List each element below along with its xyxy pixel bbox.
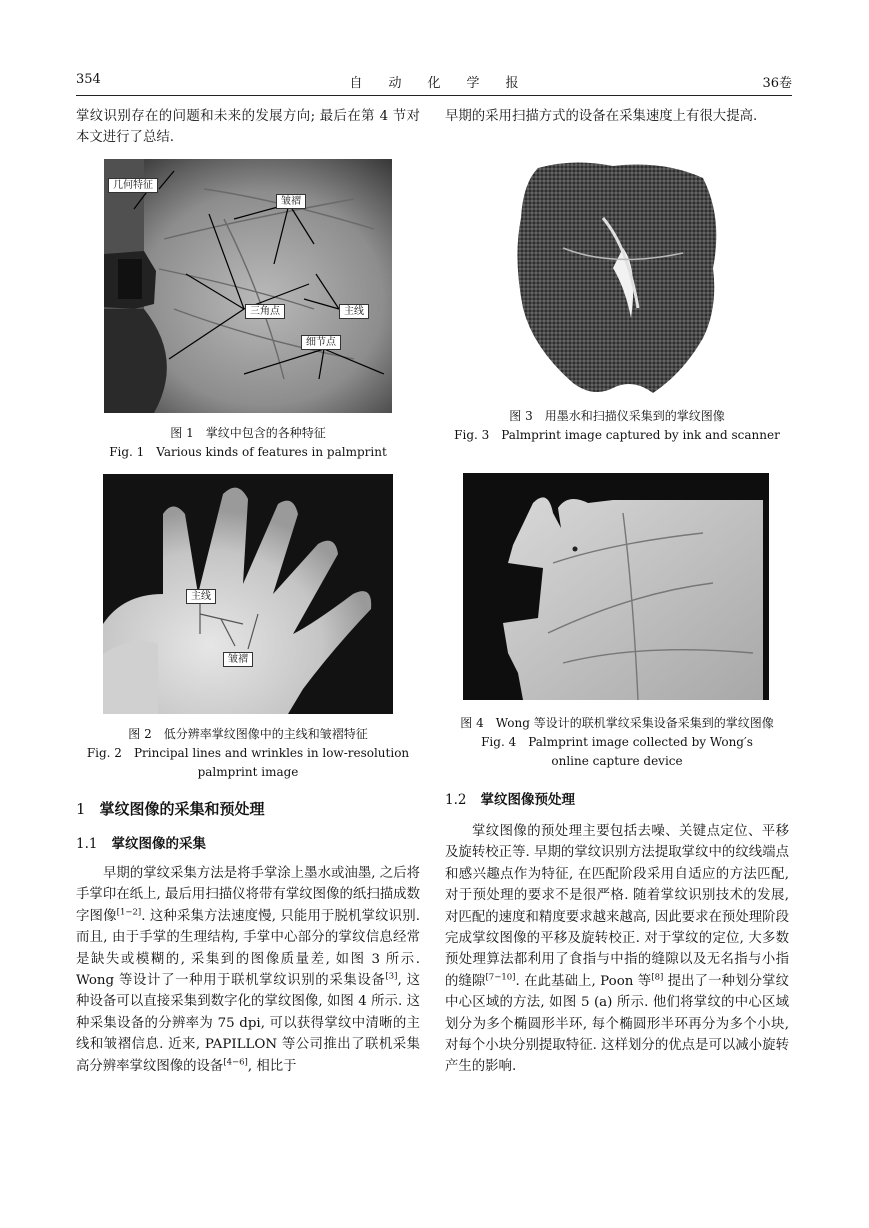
header-rule — [76, 95, 792, 96]
right-column — [445, 106, 789, 127]
section-1-1-number: 1.1 — [76, 836, 98, 852]
figure-3-caption — [445, 407, 789, 445]
left-column — [76, 106, 420, 149]
label-geometry-features: 几何特征 — [108, 178, 158, 193]
page-number: 354 — [76, 72, 101, 87]
intro-paragraph-left: 掌纹识别存在的问题和未来的发展方向; 最后在第 4 节对本文进行了总结. — [76, 109, 420, 146]
figure-1-caption-cn: 图 1 掌纹中包含的各种特征 — [170, 426, 326, 440]
figure-2-caption-cn: 图 2 低分辨率掌纹图像中的主线和皱褶特征 — [128, 727, 368, 741]
figure-4 — [463, 473, 769, 700]
section-1-number: 1 — [76, 800, 86, 818]
volume-label: 36卷 — [762, 76, 792, 91]
section-1-2-heading — [445, 788, 789, 808]
figure-1-palm-image — [104, 159, 392, 413]
figure-4-online-palmprint — [463, 473, 769, 700]
figure-4-caption-en-line1: Fig. 4 Palmprint image collected by Wong′s — [481, 735, 753, 749]
section-1-title: 掌纹图像的采集和预处理 — [99, 800, 265, 818]
section-1-1-title: 掌纹图像的采集 — [111, 836, 206, 852]
section-1-1-heading — [76, 832, 420, 852]
intro-paragraph-right: 早期的采用扫描方式的设备在采集速度上有很大提高. — [445, 109, 758, 124]
citation: [8] — [651, 972, 664, 983]
label-principal-lines: 主线 — [186, 589, 216, 604]
figure-2 — [103, 474, 393, 714]
figure-2-caption-en-line2: palmprint image — [197, 765, 299, 779]
citation: [1−2] — [116, 907, 142, 918]
figure-3 — [513, 158, 723, 398]
figure-1-caption-en: Fig. 1 Various kinds of features in palmprint — [109, 445, 387, 459]
citation: [7−10] — [485, 972, 516, 983]
figure-3-ink-palmprint — [513, 158, 723, 398]
figure-4-caption-en-line2: online capture device — [551, 754, 683, 768]
figure-4-caption-cn: 图 4 Wong 等设计的联机掌纹采集设备采集到的掌纹图像 — [460, 716, 774, 730]
section-1-2-body — [445, 821, 789, 1078]
figure-1 — [104, 159, 392, 413]
section-1-2-number: 1.2 — [445, 792, 467, 808]
citation: [3] — [385, 971, 398, 982]
section-1-2-title: 掌纹图像预处理 — [480, 792, 575, 808]
figure-4-caption — [445, 714, 789, 771]
label-delta-points: 三角点 — [245, 304, 285, 319]
label-wrinkles: 皱褶 — [276, 194, 306, 209]
figure-3-caption-cn: 图 3 用墨水和扫描仪采集到的掌纹图像 — [509, 409, 725, 423]
journal-title: 自动化学报 — [349, 76, 545, 91]
label-principal-lines: 主线 — [339, 304, 369, 319]
figure-2-hand-image — [103, 474, 393, 714]
section-1-heading — [76, 798, 420, 819]
figure-3-caption-en: Fig. 3 Palmprint image captured by ink and scanner — [454, 428, 780, 442]
label-minutiae: 细节点 — [301, 335, 341, 350]
section-1-1-body — [76, 863, 420, 1077]
citation: [4−6] — [223, 1057, 248, 1068]
running-header — [76, 72, 792, 92]
figure-2-caption-en-line1: Fig. 2 Principal lines and wrinkles in low-resolution — [86, 746, 410, 760]
figure-1-caption — [76, 424, 420, 462]
section-1-2-paragraph: 掌纹图像的预处理主要包括去噪、关键点定位、平移及旋转校正等. 早期的掌纹识别方法提取掌纹中的纹线端点和感兴趣点作为特征, 在匹配阶段采用自适应的方法匹配, 对于预处理的要求不是很严格. 随着掌纹识别技术的发展, 对匹配的速度和精度要求越来越高, 因此要求在预处理阶段完成掌纹图像的平移及旋转校正. 对于掌纹的定位, 大多数预处理算法都利用了食指与中指的缝隙以及无名指与小指的缝隙[7−10]. 在此基础上, Poon 等[8] 提出了一种划分掌纹中心区域的方法, 如图 5 (a) 所示. 他们将掌纹的中心区域划分为多个椭圆形半环, 每个椭圆形半环再分为多个小块, 对每个小块分别提取特征. 这样划分的优点是可以减小旋转产生的影响. — [445, 824, 789, 1075]
label-wrinkles: 皱褶 — [223, 652, 253, 667]
figure-2-caption — [76, 725, 420, 782]
section-1-1-paragraph: 早期的掌纹采集方法是将手掌涂上墨水或油墨, 之后将手掌印在纸上, 最后用扫描仪将带有掌纹图像的纸扫描成数字图像[1−2]. 这种采集方法速度慢, 只能用于脱机掌纹识别. 而且, 由于手掌的生理结构, 手掌中心部分的掌纹信息经常是缺失或模糊的, 采集到的图像质量差, 如图 3 所示. Wong 等设计了一种用于联机掌纹识别的采集设备[3], 这种设备可以直接采集到数字化的掌纹图像, 如图 4 所示. 这种采集设备的分辨率为 75 dpi, 可以获得掌纹中清晰的主线和皱褶信息. 近来, PAPILLON 等公司推出了联机采集高分辨率掌纹图像的设备[4−6], 相比于 — [76, 866, 421, 1074]
